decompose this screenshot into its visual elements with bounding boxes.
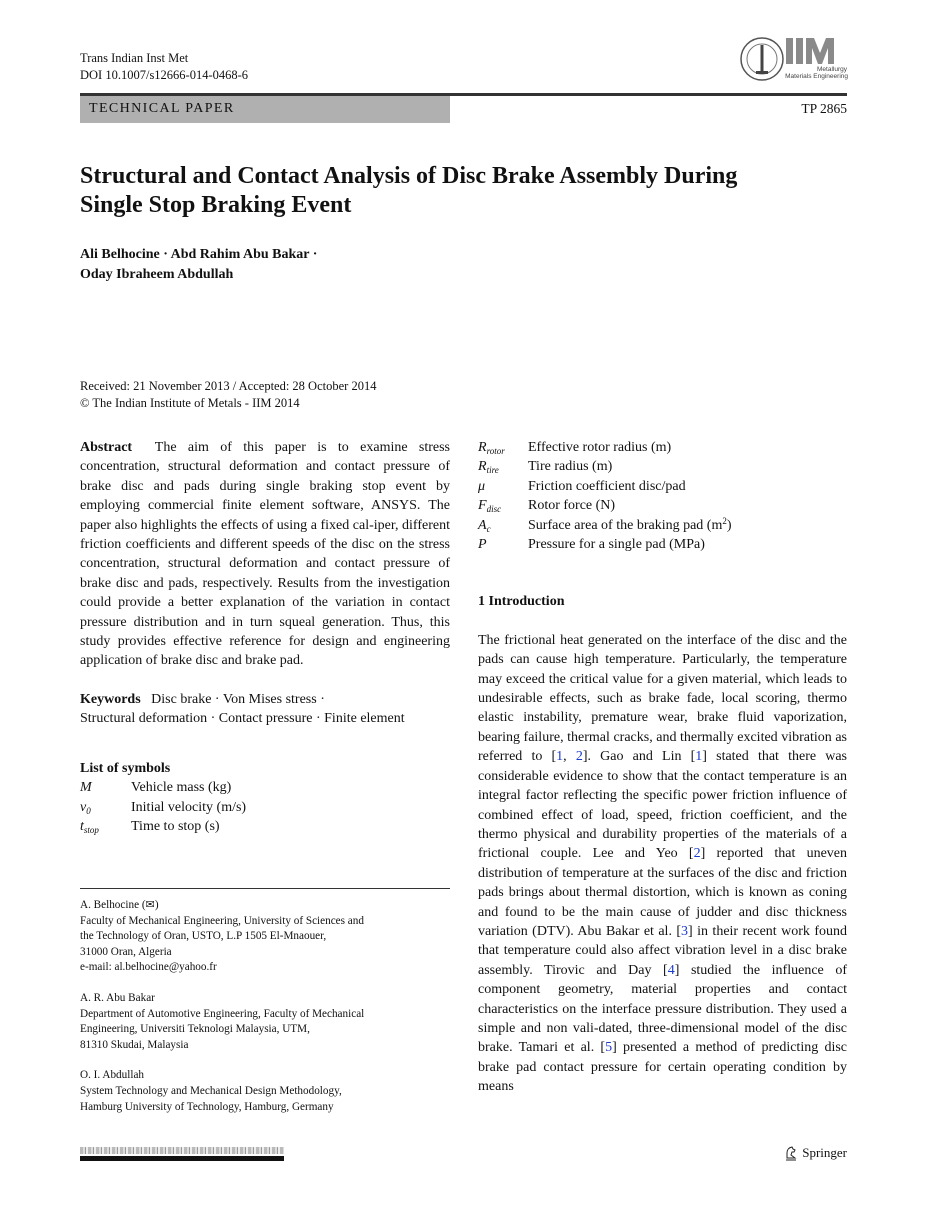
symbol-sub: tire: [486, 465, 499, 476]
journal-header: [80, 50, 248, 84]
symbol-row: [478, 516, 847, 535]
title-line-1: Structural and Contact Analysis of Disc Brake Assembly During: [80, 163, 738, 189]
symbol-desc: Friction coefficient disc/pad: [528, 478, 686, 494]
journal-name: Trans Indian Inst Met: [80, 51, 189, 65]
author-list: [80, 245, 317, 285]
footer-scan-text: [80, 1147, 284, 1154]
symbols-heading: List of symbols: [80, 760, 171, 776]
citation-link[interactable]: 2: [575, 749, 583, 765]
publisher-mark: [784, 1145, 847, 1161]
publication-dates: [80, 378, 376, 412]
symbol-row: [478, 535, 847, 554]
symbol-desc: Initial velocity (m/s): [131, 799, 247, 815]
citation-link[interactable]: 3: [681, 923, 689, 939]
copyright: © The Indian Institute of Metals - IIM 2014: [80, 396, 300, 410]
logo-line1: Metallurgy: [817, 66, 847, 73]
publisher-name: Springer: [802, 1145, 847, 1160]
symbol: R: [478, 440, 487, 455]
abstract: [80, 438, 450, 671]
iim-logo: [740, 35, 850, 83]
symbol: μ: [478, 478, 486, 494]
symbol-desc: Effective rotor radius (m): [528, 440, 672, 455]
symbol-desc: Vehicle mass (kg): [131, 780, 232, 796]
symbol-row: [80, 778, 450, 797]
symbol-sub: rotor: [486, 446, 505, 456]
section-heading-introduction: 1 Introduction: [478, 594, 565, 610]
symbol-desc: Tire radius (m): [528, 459, 613, 475]
symbol-row: [478, 457, 847, 476]
symbol: F: [478, 498, 487, 514]
right-column: [478, 438, 847, 1097]
symbol-desc: Rotor force (N): [528, 498, 616, 514]
received-accepted: Received: 21 November 2013 / Accepted: 28 October 2014: [80, 379, 377, 393]
springer-horse-icon: [784, 1145, 798, 1161]
symbol-sub: disc: [486, 504, 502, 515]
doi: DOI 10.1007/s12666-014-0468-6: [80, 68, 249, 82]
symbol-sub: stop: [83, 824, 99, 835]
authors-line-1: Ali Belhocine · Abd Rahim Abu Bakar ·: [80, 247, 318, 262]
symbol-row: [478, 477, 847, 496]
keywords-line-2: Structural deformation · Contact pressure · Finite element: [80, 711, 405, 727]
citation-link[interactable]: 5: [605, 1040, 613, 1056]
affiliation-name: A. R. Abu Bakar: [80, 991, 155, 1004]
symbol-desc: Time to stop (s): [131, 818, 220, 834]
title-line-2: Single Stop Braking Event: [80, 192, 352, 218]
symbol-sub: c: [486, 523, 491, 534]
paper-number: TP 2865: [801, 101, 847, 116]
abstract-heading: Abstract: [80, 440, 133, 455]
symbol: v: [80, 799, 87, 815]
affiliation-line: 81310 Skudai, Malaysia: [80, 1038, 189, 1051]
symbol-desc-tail: ): [726, 517, 732, 533]
citation-link[interactable]: 4: [667, 962, 675, 978]
affiliation-3: [80, 1068, 450, 1115]
affiliation-1: [80, 898, 450, 976]
symbol-sup: 2: [722, 515, 727, 526]
citation-link[interactable]: 1: [695, 749, 703, 765]
symbol: A: [478, 517, 487, 533]
affiliation-name: A. Belhocine (✉): [80, 899, 159, 911]
symbol-row: [80, 798, 450, 817]
symbol: t: [80, 818, 84, 834]
affiliation-line: the Technology of Oran, USTO, L.P 1505 El-Mnaouer,: [80, 930, 327, 943]
symbol: P: [478, 537, 487, 553]
symbol-desc: Pressure for a single pad (MPa): [528, 537, 705, 553]
symbol-row: [478, 438, 847, 457]
keywords: [80, 690, 450, 729]
footnote-rule: [80, 888, 450, 889]
citation-link[interactable]: 1: [556, 749, 564, 765]
affiliation-line: Faculty of Mechanical Engineering, University of Sciences and: [80, 914, 364, 927]
footer-bar: [80, 1156, 284, 1161]
article-type: TECHNICAL PAPER: [89, 101, 235, 116]
abstract-text: The aim of this paper is to examine stress concentration, structural deformation and contact pressure of brake disc and pads during single braking stop event by employing commercial finite element software, ANSYS. The paper also highlights the effects of using a fixed cal-iper, different friction coefficients and different speeds of the disc on the stress concentration, structural deformation and contact pressure of brake disc and pads, respectively. Results from the investigation could provide a better explanation of the variation in contact pressure distribution and in turn squeal generation. Thus, this study provides effective reference for design and engineering application of brake disc and brake pad.: [80, 440, 451, 669]
citation-link[interactable]: 2: [693, 846, 701, 862]
symbol-row: [478, 496, 847, 515]
email-link[interactable]: e-mail: al.belhocine@yahoo.fr: [80, 961, 217, 974]
affiliation-2: [80, 991, 450, 1053]
paper-title: [80, 162, 840, 220]
symbol-sub: 0: [86, 805, 91, 816]
left-column: [80, 438, 450, 836]
affiliation-line: Hamburg University of Technology, Hamburg, Germany: [80, 1100, 334, 1113]
affiliation-line: System Technology and Mechanical Design Methodology,: [80, 1084, 342, 1097]
affiliations: [80, 898, 450, 1130]
keywords-line-1: Disc brake · Von Mises stress ·: [151, 691, 325, 707]
symbol-list-left: [80, 759, 450, 837]
symbol: R: [478, 459, 487, 475]
authors-line-2: Oday Ibraheem Abdullah: [80, 267, 234, 282]
logo-line2: Materials Engineering: [785, 73, 848, 80]
affiliation-line: Engineering, Universiti Teknologi Malaysia, UTM,: [80, 1023, 310, 1036]
symbol-list-right: [478, 438, 847, 554]
keywords-heading: Keywords: [80, 691, 141, 707]
symbol-row: [80, 817, 450, 836]
introduction-body: The frictional heat generated on the interface of the disc and the pads can cause high temperature. Particularly, the temperature may exceed the critical value for a given material, which leads to undesirable effects, such as brake fade, local scoring, thermo elastic instability, premature wear, brake fluid vaporization, bearing failure, thermal cracks, and thermally excited vibration as referred to [1, 2]. Gao and Lin [1] stated that there was considerable evidence to show that the contact temperature is an integral factor reflecting the specific power friction influence of combined effect of load, speed, friction coefficient, and the thermo physical and durability properties of the materials of a frictional couple. Lee and Yeo [2] reported that uneven distribution of temperature at the surfaces of the disc and friction pads brings about thermal distortion, which is known as coning and found to be the main cause of judder and disc thickness variation (DTV). Abu Bakar et al. [3] in their recent work found that temperature could also affect vibration level in a disc brake assembly. Tirovic and Day [4] studied the influence of component geometry, material properties and contact characteristics on the interface pressure distribution. They used a simple and non vali-dated, three-dimensional model of the disc brake. Tamari et al. [5] presented a method of predicting disc brake pad contact pressure for certain operating condition by means: [478, 632, 848, 1095]
symbol: M: [80, 780, 92, 796]
affiliation-line: Department of Automotive Engineering, Faculty of Mechanical: [80, 1007, 365, 1020]
affiliation-name: O. I. Abdullah: [80, 1069, 145, 1082]
affiliation-line: 31000 Oran, Algeria: [80, 945, 172, 958]
symbol-desc: Surface area of the braking pad (m: [528, 517, 723, 533]
